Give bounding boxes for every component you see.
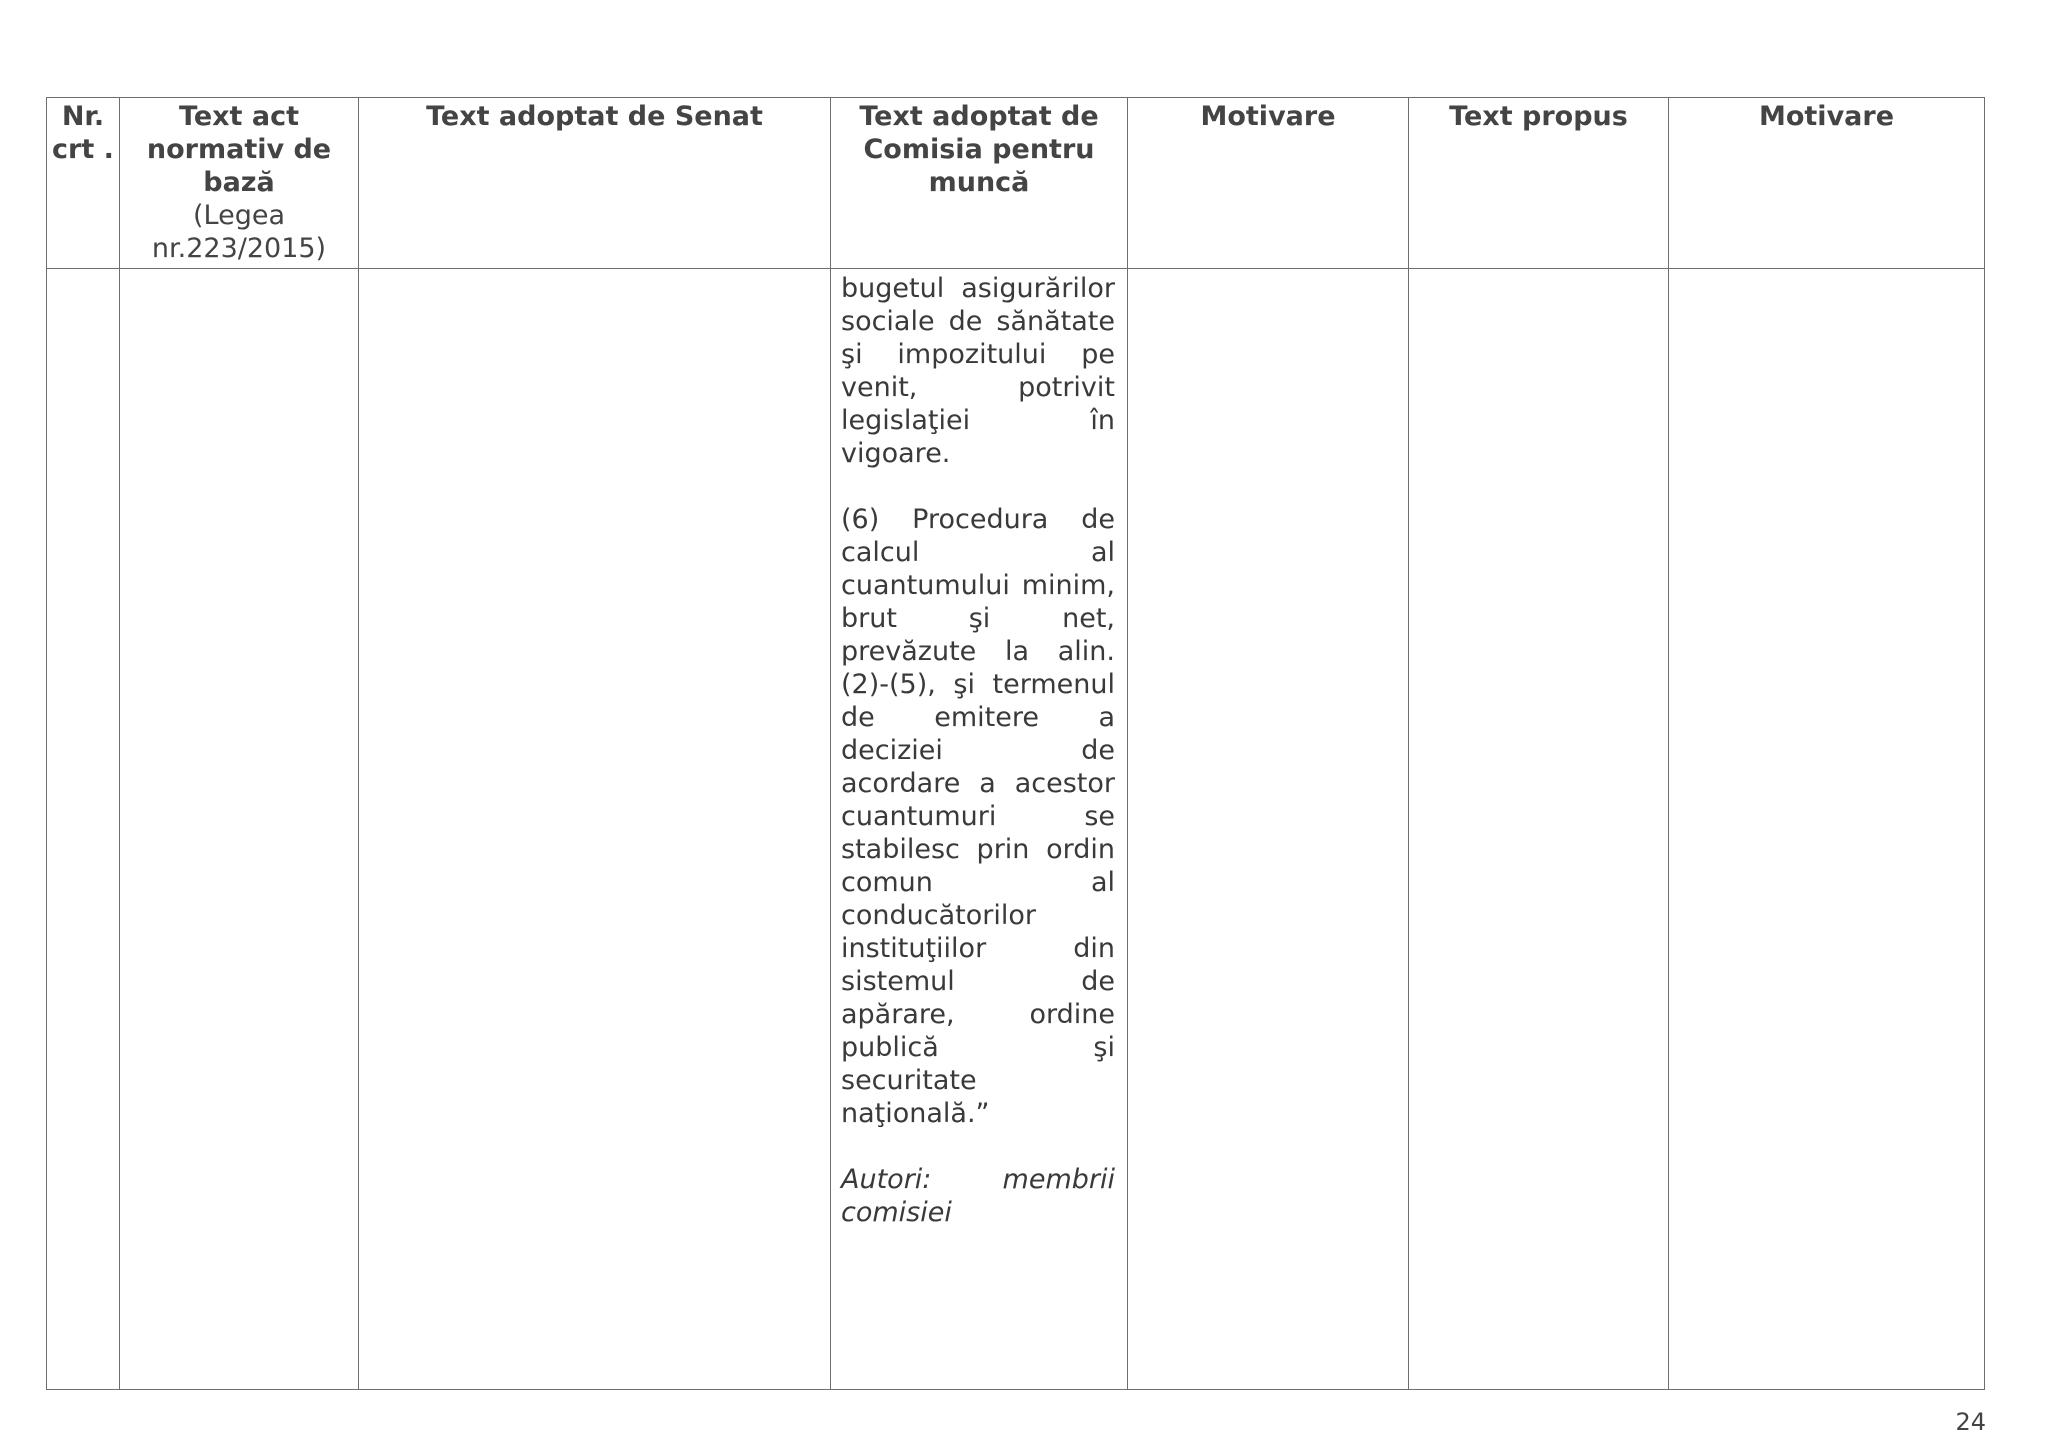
cell-comisia bbox=[831, 269, 1128, 1390]
cell-motivare-2 bbox=[1669, 269, 1985, 1390]
header-act-normativ bbox=[120, 98, 359, 269]
comisia-authors: Autori: membrii comisiei bbox=[841, 1164, 1115, 1228]
header-nr-crt: Nr. crt . bbox=[47, 98, 120, 269]
comisia-paragraph-2: (6) Procedura de calcul al cuantumului minim, brut şi net, prevăzute la alin.(2)-(5), şi termenul de emitere a deciziei de acordare a acestor cuantumuri se stabilesc prin ordin comun al conducătorilor instituţiilor din sistemul de apărare, ordine publică şi securitate naţională.” bbox=[841, 504, 1115, 1129]
header-comisia: Text adoptat de Comisia pentru muncă bbox=[831, 98, 1128, 269]
header-motivare-2: Motivare bbox=[1669, 98, 1985, 269]
cell-motivare-1 bbox=[1128, 269, 1409, 1390]
comisia-text bbox=[831, 269, 1127, 1229]
cell-senat bbox=[359, 269, 831, 1390]
cell-nr-crt bbox=[47, 269, 120, 1390]
cell-text-propus bbox=[1409, 269, 1669, 1390]
table-row bbox=[47, 269, 1985, 1390]
header-senat: Text adoptat de Senat bbox=[359, 98, 831, 269]
cell-act-normativ bbox=[120, 269, 359, 1390]
header-act-normativ-sub: (Legea nr.223/2015) bbox=[151, 200, 327, 264]
header-text-propus: Text propus bbox=[1409, 98, 1669, 269]
comparison-table bbox=[46, 97, 1985, 1390]
table-header-row bbox=[47, 98, 1985, 269]
page-number: 24 bbox=[1955, 1408, 1986, 1436]
comisia-paragraph-1: bugetul asigurărilor sociale de sănătate şi impozitului pe venit, potrivit legislaţiei în vigoare. bbox=[841, 273, 1115, 469]
header-motivare-1: Motivare bbox=[1128, 98, 1409, 269]
header-act-normativ-title: Text act normativ de bază bbox=[146, 101, 332, 198]
